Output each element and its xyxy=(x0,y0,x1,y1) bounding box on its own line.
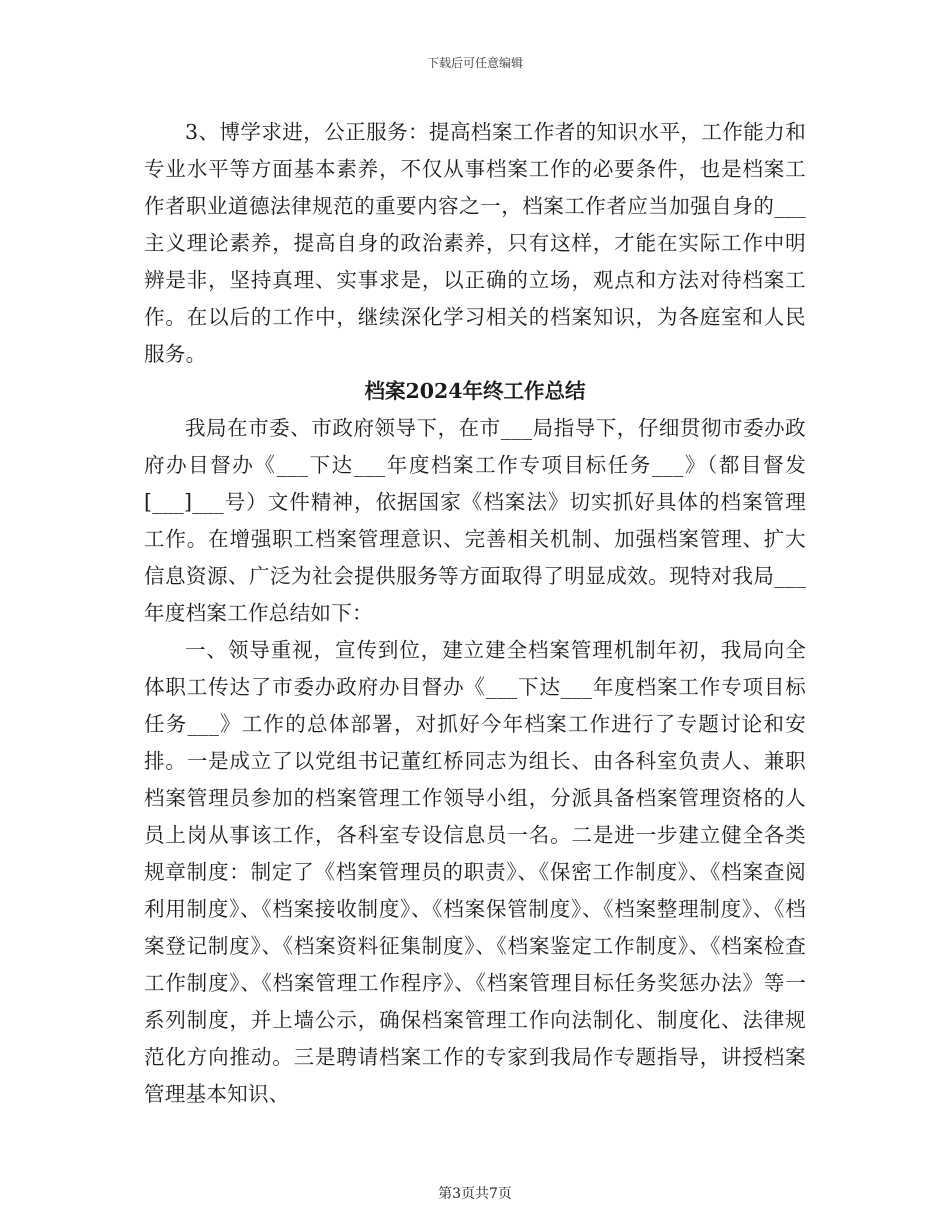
page-number: 第3页共7页 xyxy=(438,1186,512,1202)
intro-paragraph: 3、博学求进，公正服务：提高档案工作者的知识水平，工作能力和专业水平等方面基本素养，不仅从事档案工作的必要条件，也是档案工作者职业道德法律规范的重要内容之一，档案工作者应当加强自身的___主义理论素养，提高自身的政治素养，只有这样，才能在实际工作中明辨是非，坚持真理、实事求是，以正确的立场，观点和方法对待档案工作。在以后的工作中，继续深化学习相关的档案知识，为各庭室和人民服务。 xyxy=(144,120,806,366)
body-paragraph: 一、领导重视，宣传到位，建立建全档案管理机制年初，我局向全体职工传达了市委办政府办目督办《___下达___年度档案工作专项目标任务___》工作的总体部署，对抓好今年档案工作进行了专题讨论和安排。一是成立了以党组书记董红桥同志为组长、由各科室负责人、兼职档案管理员参加的档案管理工作领导小组，分派具备档案管理资格的人员上岗从事该工作，各科室专设信息员一名。二是进一步建立健全各类规章制度：制定了《档案管理员的职责》、《保密工作制度》、《档案查阅利用制度》、《档案接收制度》、《档案保管制度》、《档案整理制度》、《档案登记制度》、《档案资料征集制度》、《档案鉴定工作制度》、《档案检查工作制度》、《档案管理工作程序》、《档案管理目标任务奖惩办法》等一系列制度，并上墙公示，确保档案管理工作向法制化、制度化、法律规范化方向推动。三是聘请档案工作的专家到我局作专题指导，讲授档案管理基本知识、 xyxy=(144,638,806,1106)
document-title: 档案2024年终工作总结 xyxy=(364,379,586,403)
page-header-note: 下载后可任意编辑 xyxy=(426,56,523,70)
document-body xyxy=(144,114,806,1113)
body-paragraph: 我局在市委、市政府领导下，在市___局指导下，仔细贯彻市委办政府办目督办《___下达___年度档案工作专项目标任务___》（都目督发[___]___号）文件精神，依据国家《档案法》切实抓好具体的档案管理工作。在增强职工档案管理意识、完善相关机制、加强档案管理、扩大信息资源、广泛为社会提供服务等方面取得了明显成效。现特对我局___年度档案工作总结如下： xyxy=(144,416,806,625)
